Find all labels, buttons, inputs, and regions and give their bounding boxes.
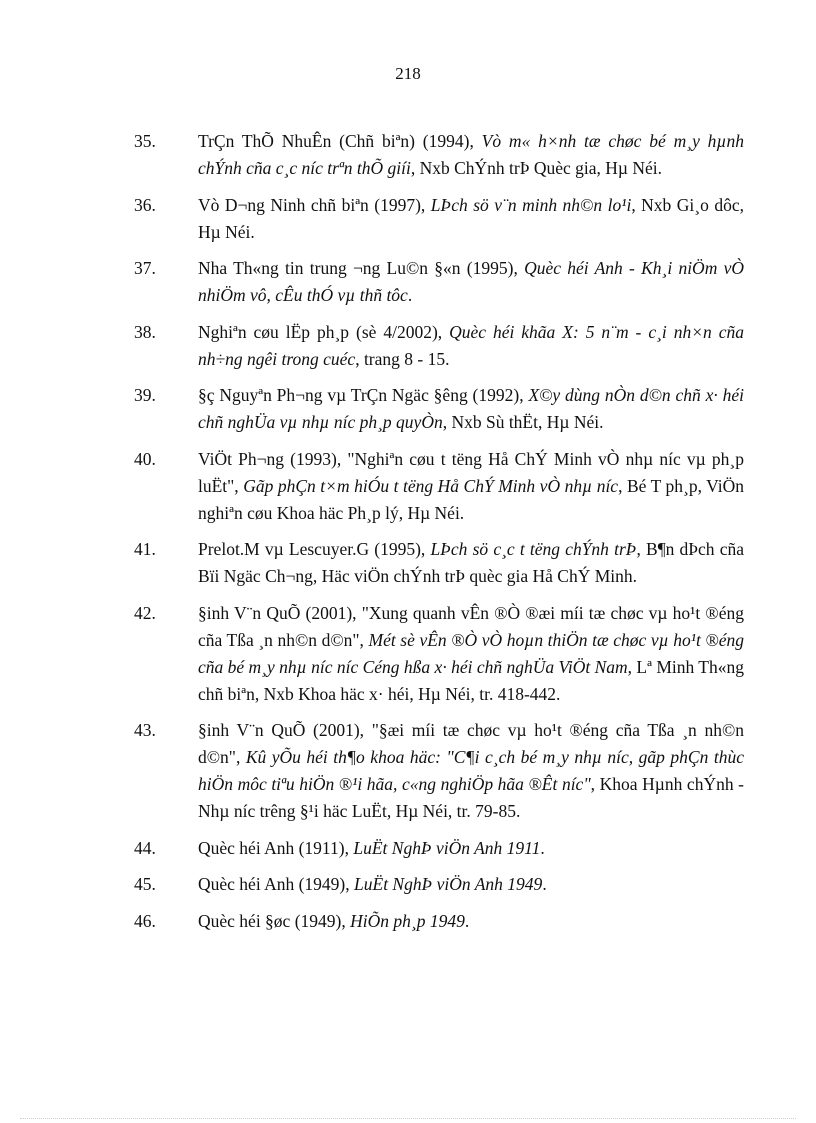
reference-item: [134, 319, 744, 373]
reference-title: Quèc héi khãa X: 5 n¨m - c¸i nh×n cña nh÷ng ngêi trong cuéc: [198, 321, 744, 369]
reference-title: Mét sè vÊn ®Ò vÒ hoµn thiÖn tæ chøc vµ ho¹t ®éng cña bé m¸y nhµ níc níc Céng hßa x· héi chñ nghÜa ViÖt Nam: [198, 629, 744, 677]
reference-number: 40.: [134, 448, 156, 469]
reference-number: 35.: [134, 131, 156, 151]
reference-author-year: Nha Th«ng tin trung ¬ng Lu©n §«n (1995),: [198, 258, 525, 278]
reference-number: 38.: [134, 321, 156, 342]
reference-publisher: , B¶n dÞch cña Bïi Ngäc Ch¬ng, Häc viÖn chÝnh trÞ quèc gia Hå ChÝ Minh.: [198, 539, 744, 586]
reference-item: [134, 446, 744, 527]
reference-publisher: , Nxb Gi¸o dôc, Hµ Néi.: [198, 194, 744, 242]
reference-number: 43.: [134, 720, 156, 740]
reference-author-year: §inh V¨n QuÕ (2001), "§æi míi tæ chøc vµ ho¹t ®éng cña Tßa ¸n nh©n d©n",: [198, 720, 744, 767]
reference-item: [134, 536, 744, 590]
reference-number: 37.: [134, 258, 156, 278]
reference-item: [134, 382, 744, 436]
reference-author-year: Quèc héi Anh (1911),: [198, 837, 354, 858]
reference-title: HiÕn ph¸p 1949: [350, 910, 465, 931]
reference-publisher: , Nxb Sù thËt, Hµ Néi.: [442, 412, 604, 432]
reference-publisher: , Lª Minh Th«ng chñ biªn, Nxb Khoa häc x· héi, Hµ Néi, tr. 418-442.: [198, 656, 744, 704]
reference-item: [134, 871, 744, 898]
reference-publisher: .: [464, 910, 470, 931]
reference-item: [134, 128, 744, 182]
reference-author-year: Prelot.M vµ Lescuyer.G (1995),: [198, 539, 431, 559]
reference-item: [134, 255, 744, 309]
reference-item: [134, 717, 744, 825]
reference-publisher: .: [542, 874, 547, 894]
reference-number: 42.: [134, 602, 156, 623]
reference-publisher: , Khoa Hµnh chÝnh - Nhµ níc trêng §¹i häc LuËt, Hµ Néi, tr. 79-85.: [198, 774, 744, 821]
reference-title: X©y dùng nÒn d©n chñ x· héi chñ nghÜa vµ nhµ níc ph¸p quyÒn: [198, 385, 744, 432]
reference-number: 41.: [134, 539, 156, 559]
reference-item: [134, 908, 744, 935]
reference-publisher: .: [540, 837, 545, 858]
reference-title: Kû yÕu héi th¶o khoa häc: "C¶i c¸ch bé m¸y nhµ níc, gãp phÇn thùc hiÖn môc tiªu hiÖn ®¹i hãa, c«ng nghiÖp hãa ®Êt níc": [198, 747, 744, 794]
reference-title: Gãp phÇn t×m hiÓu t tëng Hå ChÝ Minh vÒ nhµ níc: [243, 475, 619, 496]
reference-number: 36.: [134, 194, 156, 215]
reference-author-year: Vò D¬ng Ninh chñ biªn (1997),: [198, 194, 431, 215]
reference-number: 46.: [134, 910, 156, 931]
reference-title: Quèc héi Anh - Kh¸i niÖm vÒ nhiÖm vô, cÊu thÓ vµ thñ tôc: [198, 258, 744, 305]
reference-author-year: Quèc héi Anh (1949),: [198, 874, 355, 894]
reference-number: 44.: [134, 837, 156, 858]
reference-author-year: Nghiªn cøu lËp ph¸p (sè 4/2002),: [198, 321, 450, 342]
reference-publisher: , Nxb ChÝnh trÞ Quèc gia, Hµ Néi.: [410, 158, 663, 178]
reference-title: LÞch sö c¸c t tëng chÝnh trÞ: [430, 539, 637, 559]
reference-list: [134, 128, 744, 944]
reference-number: 45.: [134, 874, 156, 894]
reference-publisher: .: [407, 285, 413, 305]
reference-author-year: ViÖt Ph¬ng (1993), "Nghiªn cøu t tëng Hå ChÝ Minh vÒ nhµ níc vµ ph¸p luËt",: [198, 448, 744, 496]
reference-author-year: §ç Nguyªn Ph¬ng vµ TrÇn Ngäc §êng (1992),: [198, 385, 529, 405]
reference-title: LÞch sö v¨n minh nh©n lo¹i: [430, 194, 632, 215]
reference-item: [134, 835, 744, 862]
reference-author-year: TrÇn ThÕ NhuÊn (Chñ biªn) (1994),: [198, 131, 482, 151]
reference-item: [134, 600, 744, 708]
reference-author-year: Quèc héi §øc (1949),: [198, 910, 351, 931]
reference-number: 39.: [134, 385, 156, 405]
reference-title: LuËt NghÞ viÖn Anh 1949: [354, 874, 543, 894]
page-number: 218: [395, 64, 421, 83]
bottom-dotted-rule: [20, 1118, 796, 1119]
reference-title: LuËt NghÞ viÖn Anh 1911: [353, 837, 541, 858]
reference-publisher: , Bé T ph¸p, ViÖn nghiªn cøu Khoa häc Ph¸p lý, Hµ Néi.: [198, 475, 744, 523]
reference-title: Vò m« h×nh tæ chøc bé m¸y hµnh chÝnh cña c¸c níc trªn thÕ giíi: [198, 131, 744, 178]
reference-author-year: §inh V¨n QuÕ (2001), "Xung quanh vÊn ®Ò ®æi míi tæ chøc vµ ho¹t ®éng cña Tßa ¸n nh©n d©n",: [198, 602, 744, 650]
reference-publisher: , trang 8 - 15.: [355, 348, 450, 369]
reference-item: [134, 192, 744, 246]
